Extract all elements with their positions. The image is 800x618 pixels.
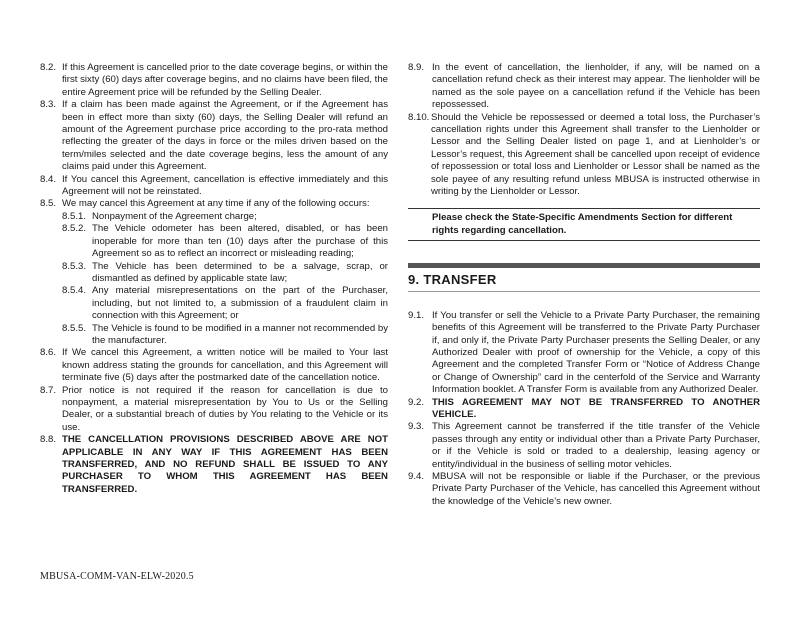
clause-8-8	[40, 434, 388, 496]
clause-text: If this Agreement is cancelled prior to the date coverage begins, or within the first sixty (60) days after coverage begins, and no claims have been filed, the entire Agreement price will be refunded by the Selling Dealer.	[62, 62, 388, 98]
clause-number: 8.6.	[40, 347, 57, 359]
clause-text: Any material misrepresentations on the part of the Purchaser, including, but not limited to, a submission of a fraudulent claim in connection with this Agreement; or	[92, 285, 388, 322]
clause-number: 8.5.2.	[62, 223, 87, 235]
clause-number: 8.5.4.	[62, 285, 87, 297]
clause-8-3	[40, 99, 388, 173]
transfer-clauses	[408, 310, 760, 509]
clause-text: If We cancel this Agreement, a written notice will be mailed to Your last known address stating the grounds for cancellation, and this Agreement will terminate five (5) days after the postmarked date of the cancellation notice.	[62, 347, 388, 384]
cancellation-clauses	[40, 62, 388, 496]
clause-9-1	[408, 310, 760, 397]
clause-text: Prior notice is not required if the reason for cancellation is due to nonpayment, a material misrepresentation by You to Us or the Selling Dealer, or a substantial breach of duties by You relating to the Vehicle or its use.	[62, 384, 388, 433]
clause-8-5-4	[40, 285, 388, 322]
form-code-footer: MBUSA-COMM-VAN-ELW-2020.5	[40, 571, 194, 582]
clause-text: If You cancel this Agreement, cancellation is effective immediately and this Agreement will not be reinstated.	[62, 173, 388, 198]
clause-number: 8.4.	[40, 173, 57, 185]
section-heading-transfer: 9. TRANSFER	[408, 274, 760, 291]
clause-number: 9.3.	[408, 421, 425, 433]
clause-text: THIS AGREEMENT MAY NOT BE TRANSFERRED TO ANOTHER VEHICLE.	[432, 396, 760, 420]
left-column	[40, 62, 388, 496]
clause-text: Nonpayment of the Agreement charge;	[92, 210, 257, 222]
clause-number: 9.1.	[408, 309, 425, 321]
clause-text: THE CANCELLATION PROVISIONS DESCRIBED ABOVE ARE NOT APPLICABLE IN ANY WAY IF THIS AGREEMENT HAS BEEN TRANSFERRED, AND NO REFUND SHALL BE ISSUED TO ANY PURCHASER TO WHOM THIS AGREEMENT HAS BEEN TRANSFERRED.	[62, 434, 388, 495]
clause-8-9	[408, 62, 760, 112]
clause-text: If You transfer or sell the Vehicle to a Private Party Purchaser, the remaining benefits of this Agreement will be transferred to the Private Party Purchaser if, and only if, the Private Party Purchaser presents the Selling Dealer, or any Authorized Dealer with proof of ownership for the Vehicle, a copy of this Agreement and the completed Transfer Form or “Notice of Address Change or Change of Ownership” card in the centerfold of the Service and Warranty Information booklet. A Transfer Form is available from any Authorized Dealer.	[432, 309, 760, 396]
clause-8-5-5	[40, 323, 388, 348]
clause-number: 8.9.	[408, 62, 425, 73]
clause-8-2	[40, 62, 388, 99]
clause-text: If a claim has been made against the Agreement, or if the Agreement has been in effect more than sixty (60) days, the Selling Dealer will refund an amount of the Agreement purchase price according to the pro-rata method reflecting the greater of the days in force or the miles driven based on the term/miles selected and the date coverage begins, less the amount of any claims paid under this Agreement.	[62, 99, 388, 173]
clause-8-5-2	[40, 223, 388, 260]
clause-number: 8.8.	[40, 434, 57, 446]
cancellation-clauses-continued	[408, 62, 760, 198]
clause-text: This Agreement cannot be transferred if the title transfer of the Vehicle passes through any entity or individual other than a Private Party Purchaser, or if the Vehicle is sold or traded to a dealership, leasing agency or entity/individual in the business of selling motor vehicles.	[432, 421, 760, 470]
clause-8-4	[40, 174, 388, 199]
clause-text: Should the Vehicle be repossessed or deemed a total loss, the Purchaser’s cancellation rights under this Agreement shall transfer to the Lienholder or Lessor and the Selling Dealer listed on page 1, and at Lienholder’s or Lessor’s request, this Agreement shall be cancelled upon receipt of evidence of repossession or total loss and Lienholder or Lessor shall be named as the sole payee of any resulting refund unless MBUSA is instructed otherwise in writing by the Lienholder or Lessor.	[431, 111, 760, 198]
clause-number: 8.10.	[408, 111, 430, 123]
clause-number: 8.5.	[40, 198, 57, 210]
clause-text: MBUSA will not be responsible or liable if the Purchaser, or the previous Private Party Purchaser of the Vehicle, has cancelled this Agreement without the knowledge of the Vehicle’s new owner.	[432, 470, 760, 507]
clause-9-3	[408, 421, 760, 471]
clause-9-4	[408, 471, 760, 508]
clause-text: In the event of cancellation, the lienholder, if any, will be named on a cancellation refund check as their interest may appear. The lienholder will be named as the sole payee on a cancellation refund if the Vehicle has been repossessed.	[432, 62, 760, 111]
clause-8-6	[40, 347, 388, 384]
state-amendments-notice: Please check the State-Specific Amendments Section for different rights regarding cancellation.	[408, 208, 760, 241]
clause-text: We may cancel this Agreement at any time if any of the following occurs:	[62, 198, 370, 210]
right-column	[408, 62, 760, 508]
clause-8-5	[40, 198, 388, 210]
clause-number: 8.3.	[40, 99, 57, 111]
clause-text: The Vehicle is found to be modified in a manner not recommended by the manufacturer.	[92, 322, 388, 346]
clause-text: The Vehicle has been determined to be a salvage, scrap, or dismantled as defined by applicable state law;	[92, 260, 388, 284]
clause-8-10	[408, 112, 760, 199]
clause-8-5-3	[40, 261, 388, 286]
clause-8-7	[40, 385, 388, 435]
clause-number: 9.2.	[408, 396, 425, 408]
section-divider	[408, 263, 760, 268]
clause-9-2	[408, 397, 760, 422]
clause-number: 9.4.	[408, 470, 425, 482]
clause-text: The Vehicle odometer has been altered, disabled, or has been inoperable for more than ten (10) days after the purchase of this Agreement so as to reflect an incorrect or misleading reading;	[92, 223, 388, 260]
clause-number: 8.5.1.	[62, 210, 87, 222]
clause-8-5-1	[40, 211, 388, 223]
clause-number: 8.5.5.	[62, 322, 87, 334]
clause-number: 8.2.	[40, 62, 57, 73]
clause-number: 8.7.	[40, 384, 57, 396]
clause-number: 8.5.3.	[62, 260, 87, 272]
